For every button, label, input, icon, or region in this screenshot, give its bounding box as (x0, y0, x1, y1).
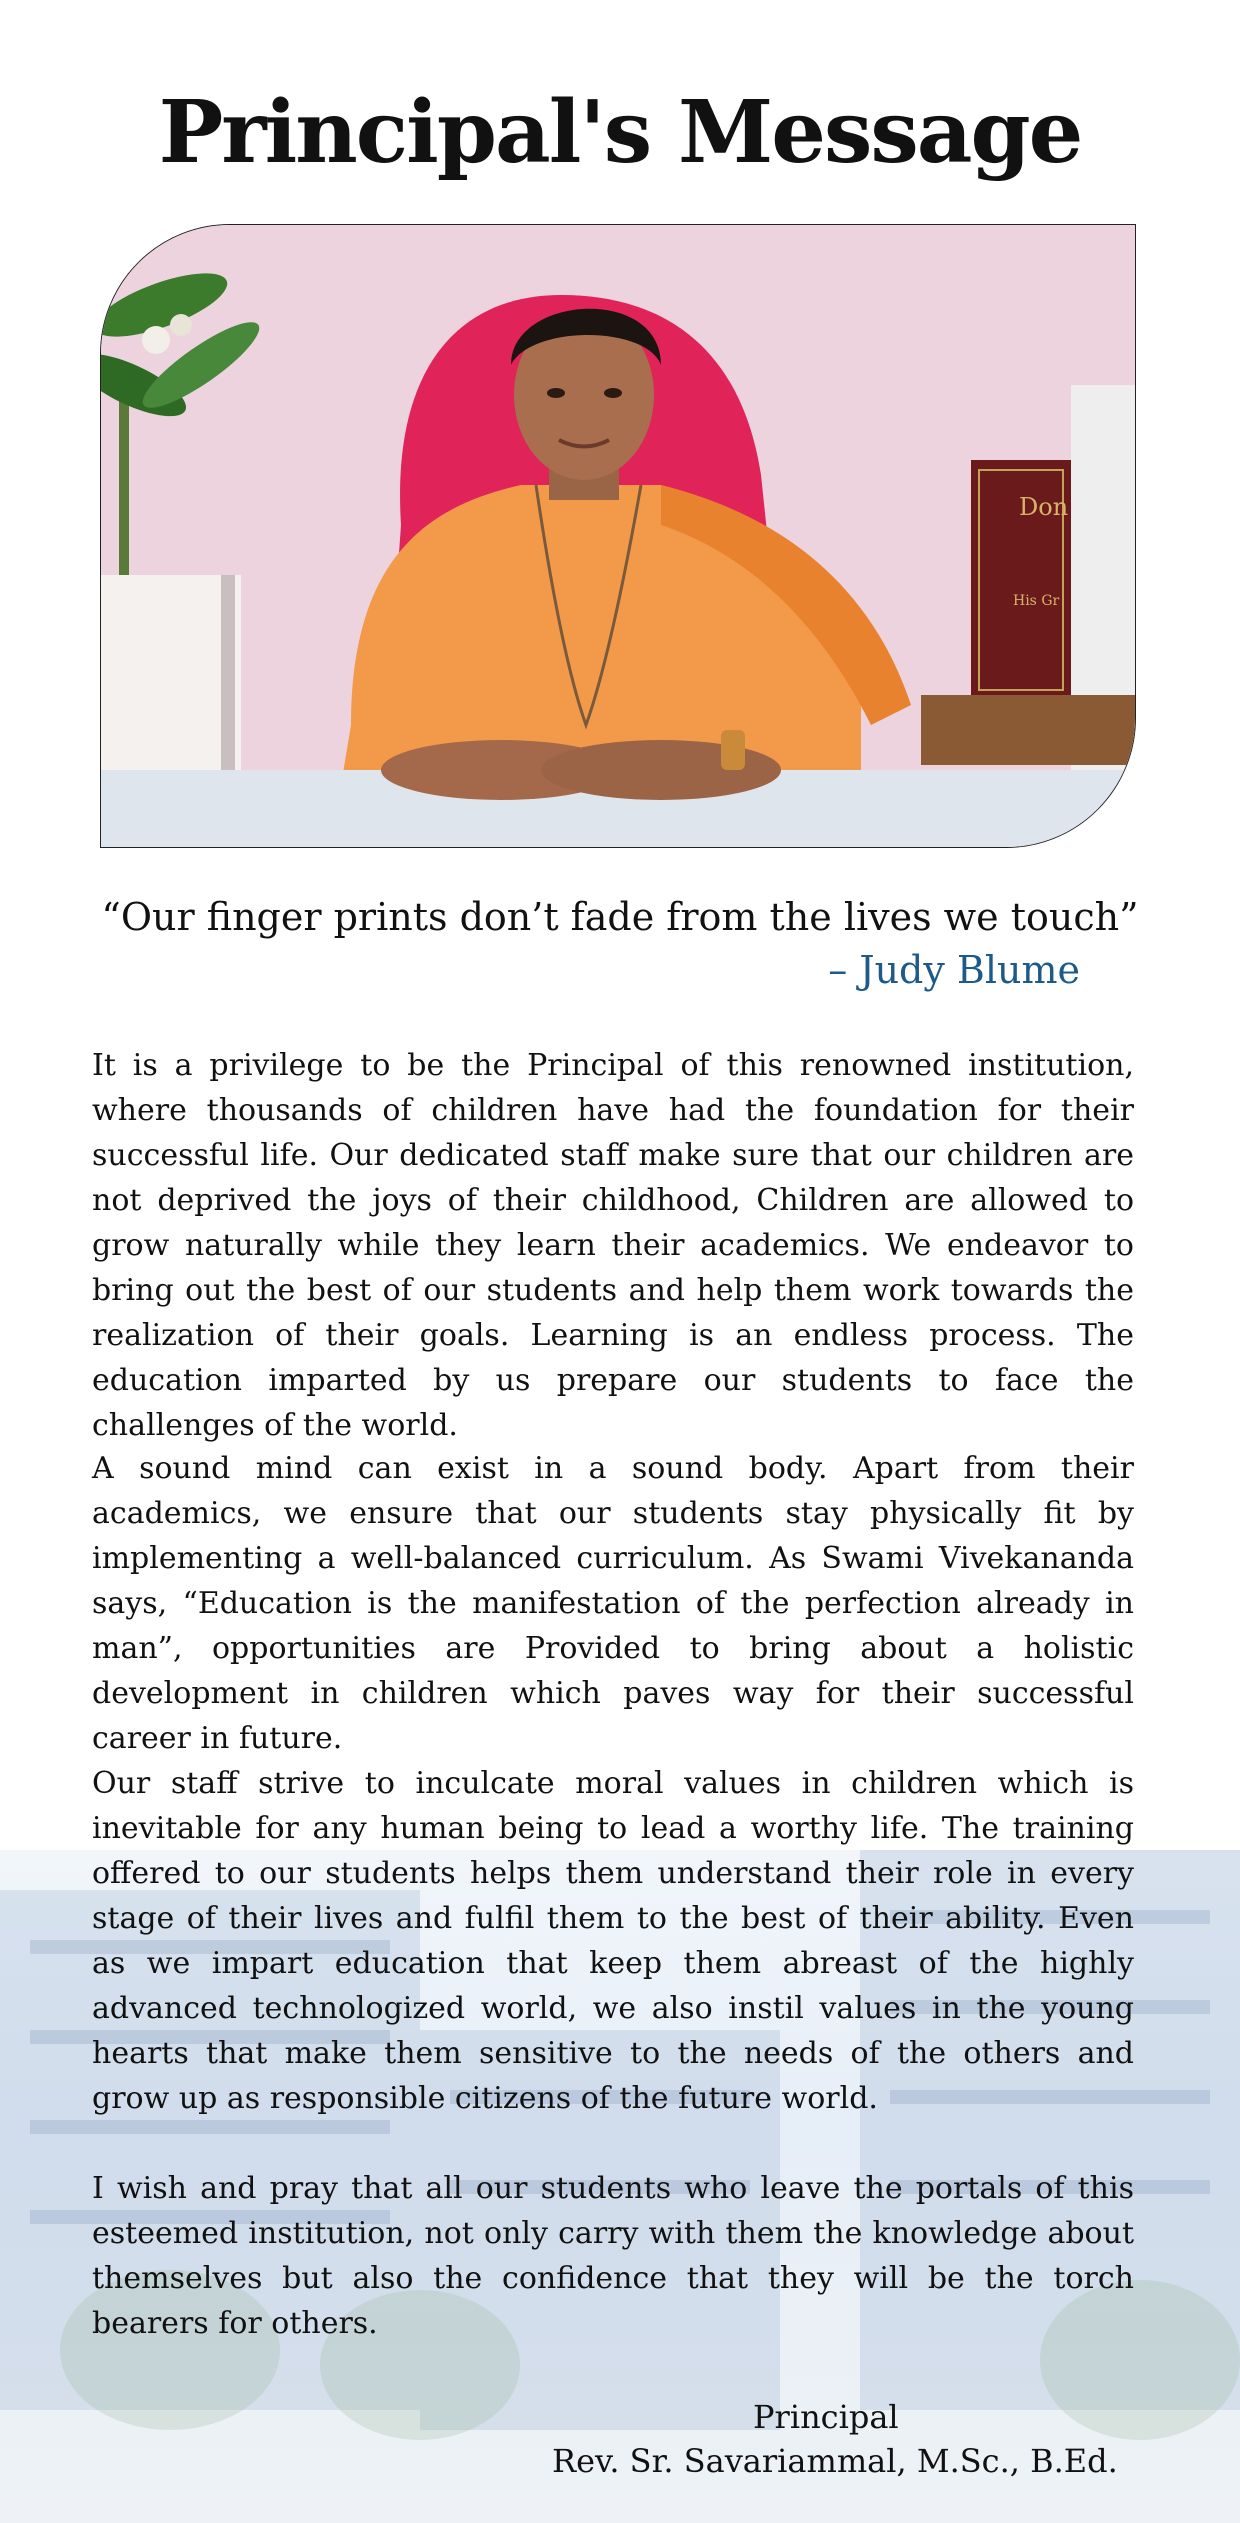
signature-name: Rev. Sr. Savariammal, M.Sc., B.Ed. (552, 2442, 1118, 2480)
quote-author: – Judy Blume (828, 948, 1080, 992)
principal-photo (100, 224, 1136, 848)
signature-role: Principal (753, 2398, 899, 2436)
message-paragraph-1: It is a privilege to be the Principal of this renowned institution, where thousands of children have had the foundation for their successful life. Our dedicated staff make sure that our children are not deprived the joys of their childhood, Children are allowed to grow naturally while they learn their academics. We endeavor to bring out the best of our students and help them work towards the realization of their goals. Learning is an endless process. The education imparted by us prepare our students to face the challenges of the world. (92, 1048, 1134, 1443)
message-paragraph-3: Our staff strive to inculcate moral values in children which is inevitable for any human being to lead a worthy life. The training offered to our students helps them understand their role in every stage of their lives and fulfil them to the best of their ability. Even as we impart education that keep them abreast of the highly advanced technologized world, we also instil values in the young hearts that make them sensitive to the needs of the others and grow up as responsible citizens of the future world. (92, 1766, 1134, 2116)
message-paragraph-2: A sound mind can exist in a sound body. Apart from their academics, we ensure that our students stay physically fit by implementing a well-balanced curriculum. As Swami Vivekananda says, “Education is the manifestation of the perfection already in man”, opportunities are Provided to bring about a holistic development in children which paves way for their successful career in future. (92, 1451, 1134, 1756)
page-title: Principal's Message (158, 82, 1082, 183)
book-subtitle: His Gr (1013, 593, 1060, 609)
book-title: Don (1019, 493, 1069, 521)
quote-text: “Our finger prints don’t fade from the lives we touch” (101, 895, 1139, 939)
message-paragraph-4: I wish and pray that all our students who leave the portals of this esteemed institution, not only carry with them the knowledge about themselves but also the confidence that they will be the torch bearers for others. (92, 2171, 1134, 2341)
